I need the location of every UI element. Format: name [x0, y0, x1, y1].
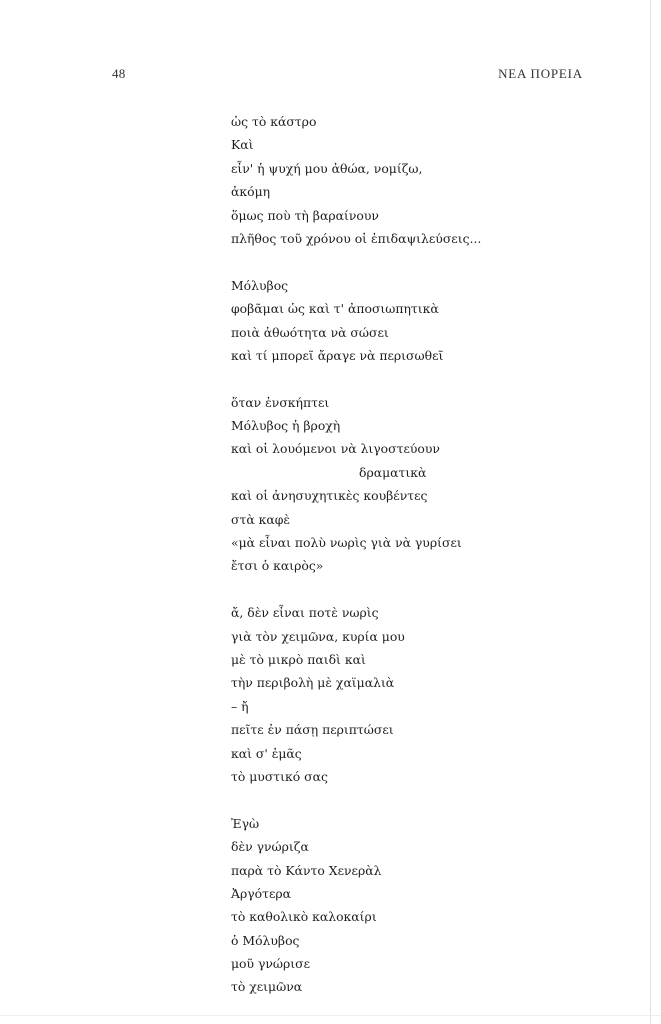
poem-line: Μόλυβος ἡ βροχὴ	[231, 418, 341, 434]
poem-line: τὴν περιβολὴ μὲ χαϊμαλιὰ	[231, 675, 395, 691]
poem-line: πεῖτε ἐν πάσῃ περιπτώσει	[231, 722, 394, 738]
poem-line: τὸ μυστικό σας	[231, 768, 328, 784]
poem-line: Μόλυβος	[231, 277, 289, 293]
poem-line: τὸ καθολικὸ καλοκαίρι	[231, 909, 377, 925]
poem-line: ἀκόμη	[231, 184, 271, 200]
poem-line: ἄ, δὲν εἶναι ποτὲ νωρὶς	[231, 605, 379, 621]
poem-line: ὡς τὸ κάστρο	[231, 114, 317, 129]
poem-line: Ἀργότερα	[231, 885, 292, 901]
poem-line: ὁ Μόλυβος	[231, 932, 300, 948]
poem-line: εἶν' ἡ ψυχή μου ἀθώα, νομίζω,	[231, 160, 423, 176]
poem-line: ποιὰ ἀθωότητα νὰ σώσει	[231, 324, 389, 340]
stanza-4	[231, 601, 591, 788]
poem-line: δὲν γνώριζα	[231, 839, 309, 855]
poem-line: καὶ τί μπορεῖ ἄραγε νὰ περισωθεῖ	[231, 347, 444, 363]
poem-line: Ἐγὼ	[231, 815, 260, 831]
poem-line: – ἤ	[231, 698, 249, 714]
poem-line: καὶ οἱ ἀνησυχητικὲς κουβέντες	[231, 488, 428, 504]
poem-line-indented: δραματικὰ	[359, 464, 427, 480]
stanza-3	[231, 391, 591, 578]
poem-line: μοῦ γνώρισε	[231, 956, 311, 972]
poem-line: ἔτσι ὁ καιρὸς»	[231, 558, 324, 574]
poem-line: ὅταν ἐνσκήπτει	[231, 394, 330, 410]
journal-title: ΝΕΑ ΠΟΡΕΙΑ	[498, 66, 583, 81]
poem-line: καὶ οἱ λουόμενοι νὰ λιγοστεύουν	[231, 441, 440, 457]
poem-line: «μὰ εἶναι πολὺ νωρὶς γιὰ νὰ γυρίσει	[231, 535, 462, 551]
page-edge-shadow	[650, 0, 651, 1024]
poem-line: φοβᾶμαι ὡς καὶ τ' ἀποσιωπητικὰ	[231, 301, 439, 317]
stanza-2	[231, 274, 591, 368]
stanza-5	[231, 812, 591, 999]
poem-line: γιὰ τὸν χειμῶνα, κυρία μου	[231, 628, 405, 644]
poem-line: καὶ σ' ἐμᾶς	[231, 745, 302, 761]
poem-line: ὅμως ποὺ τὴ βαραίνουν	[231, 207, 379, 223]
poem-line: παρὰ τὸ Κάντο Χενερὰλ	[231, 862, 382, 878]
poem-line: Καὶ	[231, 137, 254, 153]
poem-line: μὲ τὸ μικρὸ παιδὶ καὶ	[231, 651, 366, 667]
poem-text	[231, 110, 591, 1022]
poem-line: πλῆθος τοῦ χρόνου οἱ ἐπιδαψιλεύσεις...	[231, 230, 482, 246]
poem-line: τὸ χειμῶνα	[231, 979, 303, 995]
stanza-1	[231, 110, 591, 250]
page-number: 48	[112, 66, 126, 81]
poem-line: στὰ καφὲ	[231, 511, 291, 527]
